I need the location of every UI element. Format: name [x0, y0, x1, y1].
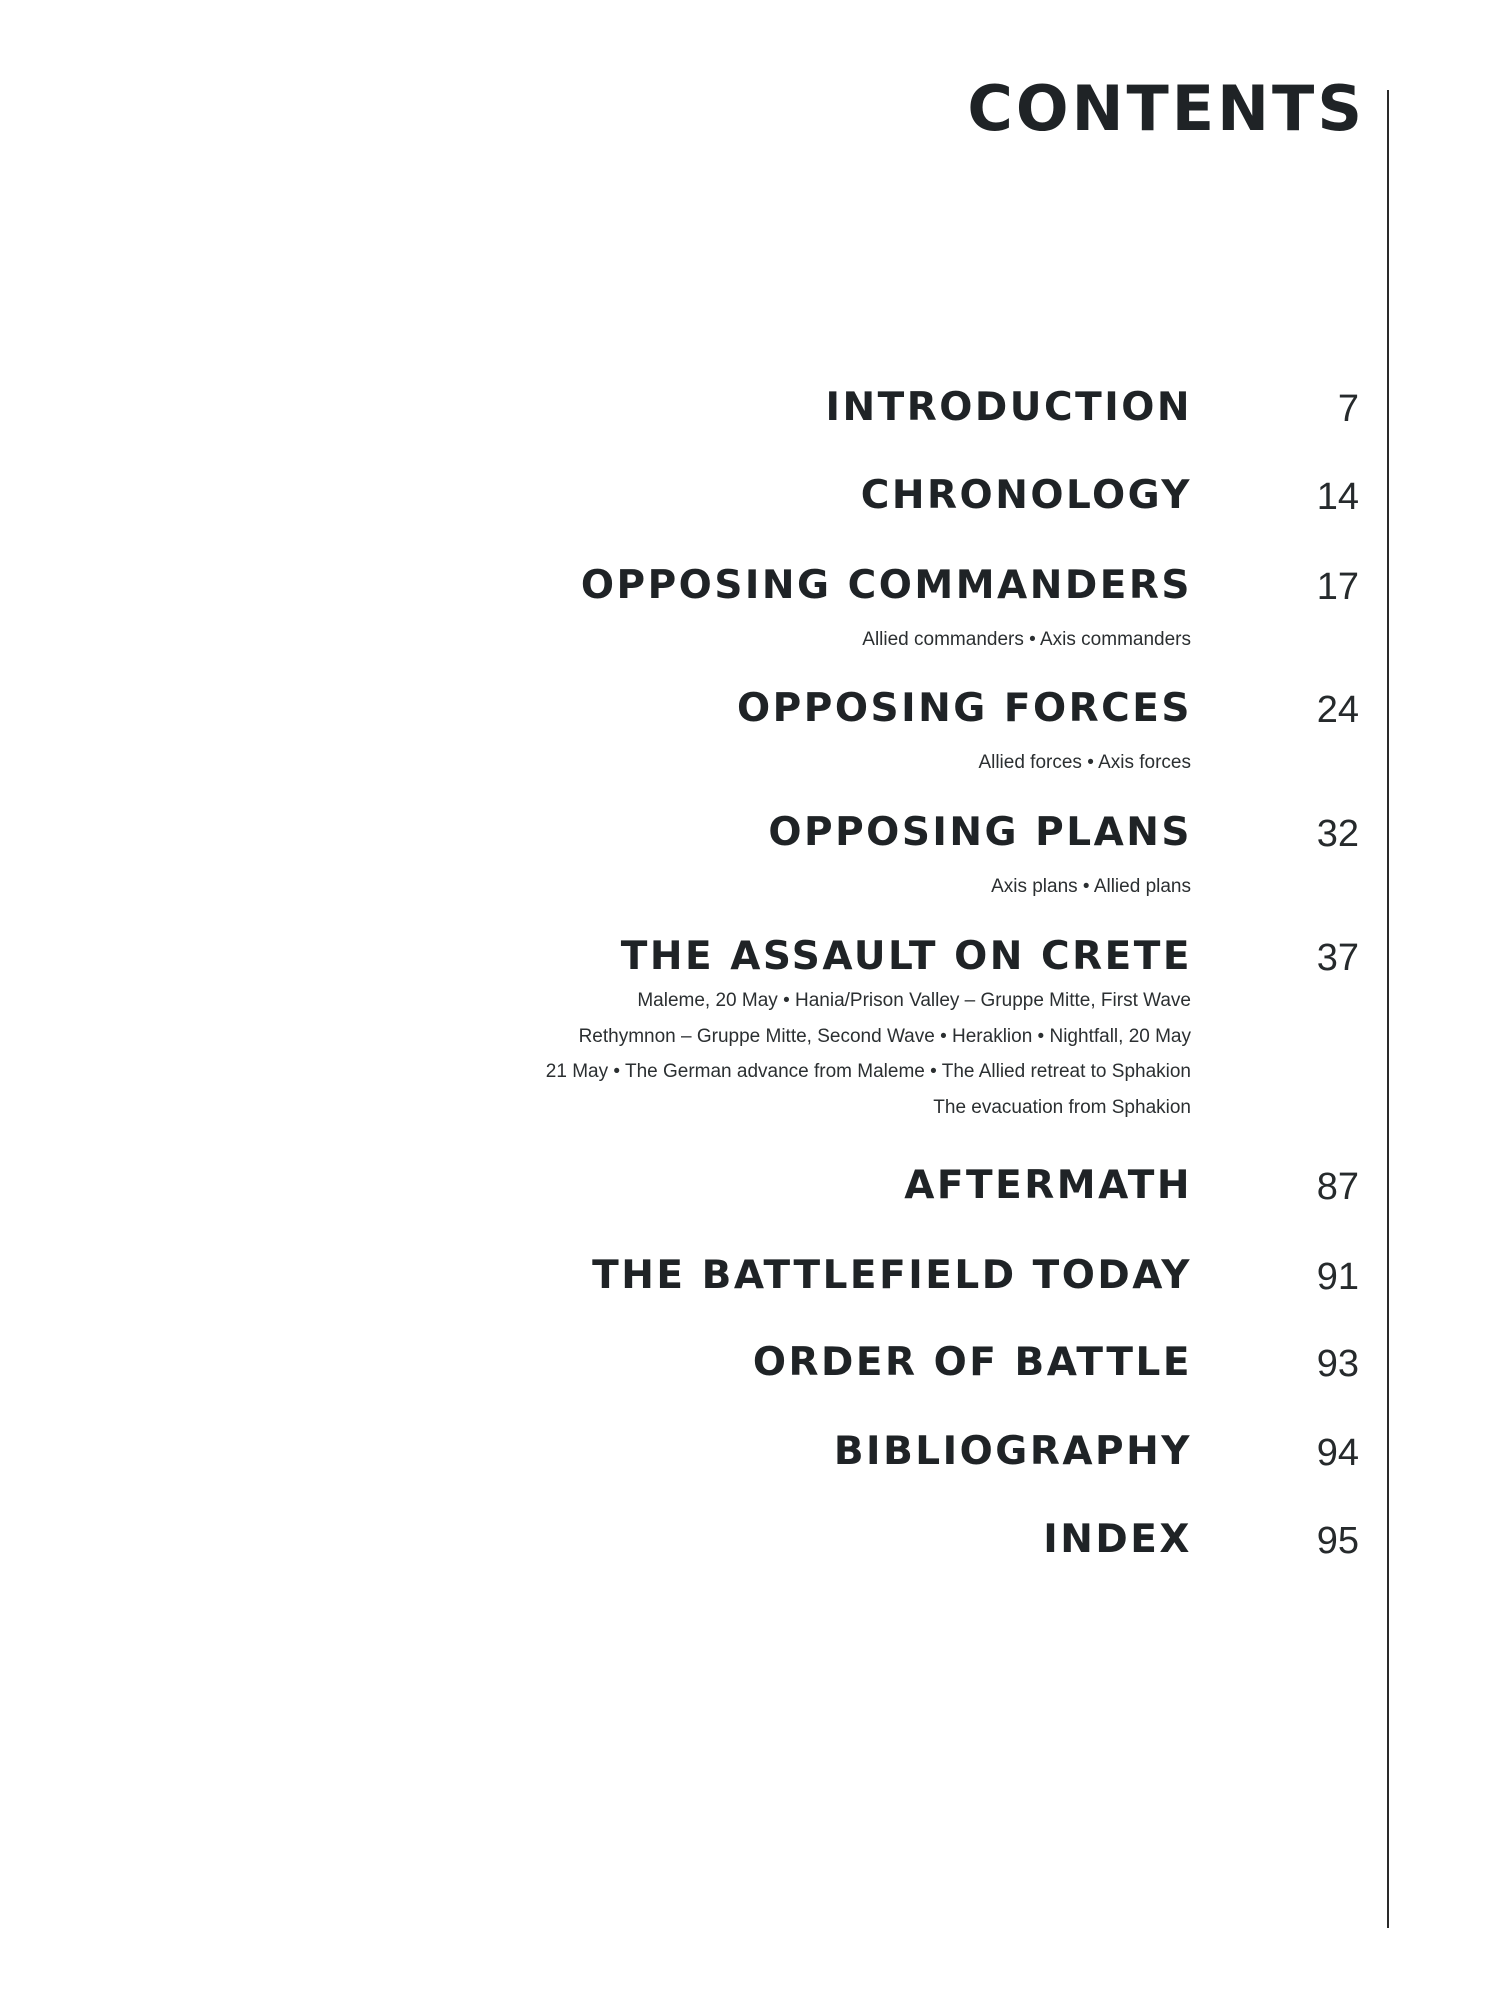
toc-entry-page-number: 14	[1316, 476, 1359, 518]
toc-entry-title: OPPOSING COMMANDERS	[580, 563, 1192, 608]
toc-subtopic-line: Maleme, 20 May • Hania/Prison Valley – Gruppe Mitte, First Wave	[637, 990, 1191, 1011]
toc-entry-subtopics	[978, 745, 1191, 781]
toc-entry-title: INDEX	[1043, 1517, 1192, 1562]
toc-entry-title: OPPOSING PLANS	[768, 810, 1192, 855]
toc-entry-title: OPPOSING FORCES	[737, 686, 1192, 731]
toc-entry-page-number: 95	[1316, 1520, 1359, 1562]
toc-subtopic-line: 21 May • The German advance from Maleme • The Allied retreat to Sphakion	[545, 1061, 1191, 1082]
toc-entry-page-number: 37	[1316, 937, 1359, 979]
toc-entry-subtopics	[862, 622, 1191, 658]
toc-entry-page-number: 93	[1316, 1343, 1359, 1385]
toc-entry-title: BIBLIOGRAPHY	[833, 1429, 1192, 1474]
toc-subtopic-line: Allied commanders • Axis commanders	[862, 629, 1191, 650]
toc-subtopic-line: Rethymnon – Gruppe Mitte, Second Wave • Heraklion • Nightfall, 20 May	[578, 1025, 1191, 1047]
toc-subtopic-line: Axis plans • Allied plans	[991, 876, 1191, 897]
toc-entry-page-number: 17	[1316, 566, 1359, 608]
toc-entry-title: AFTERMATH	[904, 1163, 1192, 1208]
toc-entry-page-number: 7	[1337, 388, 1359, 430]
toc-entry-title: THE ASSAULT ON CRETE	[620, 934, 1192, 979]
toc-entry-page-number: 91	[1316, 1256, 1359, 1298]
toc-entry-title: CHRONOLOGY	[860, 473, 1192, 518]
toc-entry-title: THE BATTLEFIELD TODAY	[592, 1253, 1192, 1298]
toc-entry-page-number: 32	[1316, 813, 1359, 855]
toc-entry-subtopics	[991, 869, 1191, 905]
toc-entry-page-number: 87	[1316, 1166, 1359, 1208]
toc-entry-page-number: 94	[1316, 1432, 1359, 1474]
toc-entry-title: INTRODUCTION	[825, 385, 1192, 430]
toc-entry-page-number: 24	[1316, 689, 1359, 731]
toc-subtopic-line: The evacuation from Sphakion	[933, 1096, 1191, 1118]
page-title: CONTENTS	[967, 72, 1365, 145]
toc-entry-subtopics	[546, 983, 1191, 1125]
toc-subtopic-line: Allied forces • Axis forces	[978, 752, 1191, 773]
toc-entry-title: ORDER OF BATTLE	[752, 1340, 1192, 1385]
